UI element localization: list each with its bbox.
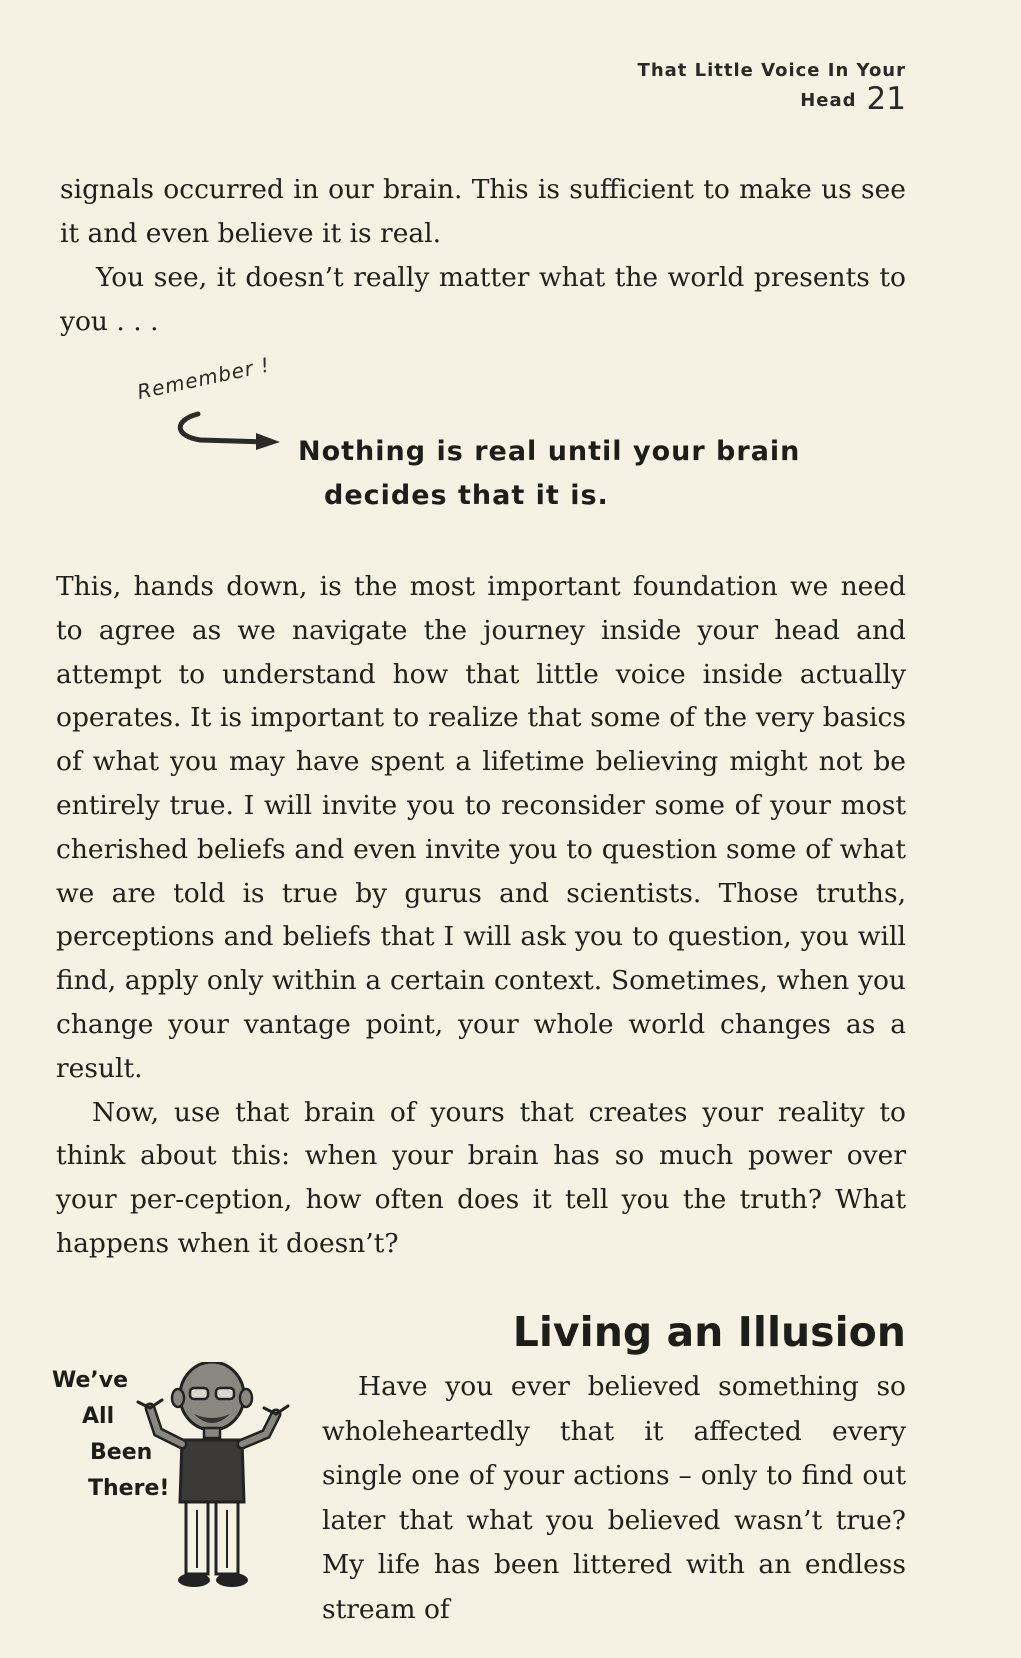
weve-all-been-there-figure [50, 1362, 300, 1592]
figure-caption-line: All [82, 1404, 115, 1429]
text-block-middle [56, 565, 906, 1266]
page-number: 21 [866, 81, 906, 117]
shrugging-man-illustration [132, 1362, 302, 1592]
paragraph: Now, use that brain of yours that creates your reality to think about this: when your brain has so much power over your per-ception, how often does it tell you the truth? What happens when it doesn’t? [56, 1096, 906, 1259]
paragraph: You see, it doesn’t really matter what the world presents to you . . . [60, 262, 906, 337]
section-heading: Living an Illusion [512, 1308, 906, 1356]
figure-caption-line: We’ve [52, 1368, 129, 1393]
running-head-title: That Little Voice In Your Head [637, 60, 906, 111]
figure-caption-line: There! [88, 1476, 170, 1501]
running-head [530, 60, 906, 117]
figure-caption-line: Been [90, 1440, 153, 1465]
text-block-top [60, 168, 906, 344]
paragraph: signals occurred in our brain. This is sufficient to make us see it and even believe it is real. [60, 174, 906, 249]
callout-line-1: Nothing is real until your brain [298, 436, 801, 467]
paragraph: This, hands down, is the most important foundation we need to agree as we navigate the journey inside your head and attempt to understand how that little voice inside actually operates. It is important to realize that some of the very basics of what you may have spent a lifetime believing might not be entirely true. I will invite you to reconsider some of your most cherished beliefs and even invite you to question some of what we are told is true by gurus and scientists. Those truths, perceptions and beliefs that I will ask you to question, you will find, apply only within a certain context. Sometimes, when you change your vantage point, your whole world changes as a result. [56, 571, 906, 1084]
remember-note: Remember ! [135, 352, 273, 404]
curved-arrow-icon [170, 410, 300, 450]
paragraph: Have you ever believed something so wholeheartedly that it affected every single one of your actions – only to find out later that what you believed wasn’t true? My life has been littered with an endless stream of [322, 1371, 906, 1625]
remember-callout [135, 352, 900, 530]
callout-statement [298, 430, 858, 518]
callout-line-2: decides that it is. [324, 480, 609, 511]
text-block-bottom [322, 1365, 906, 1632]
